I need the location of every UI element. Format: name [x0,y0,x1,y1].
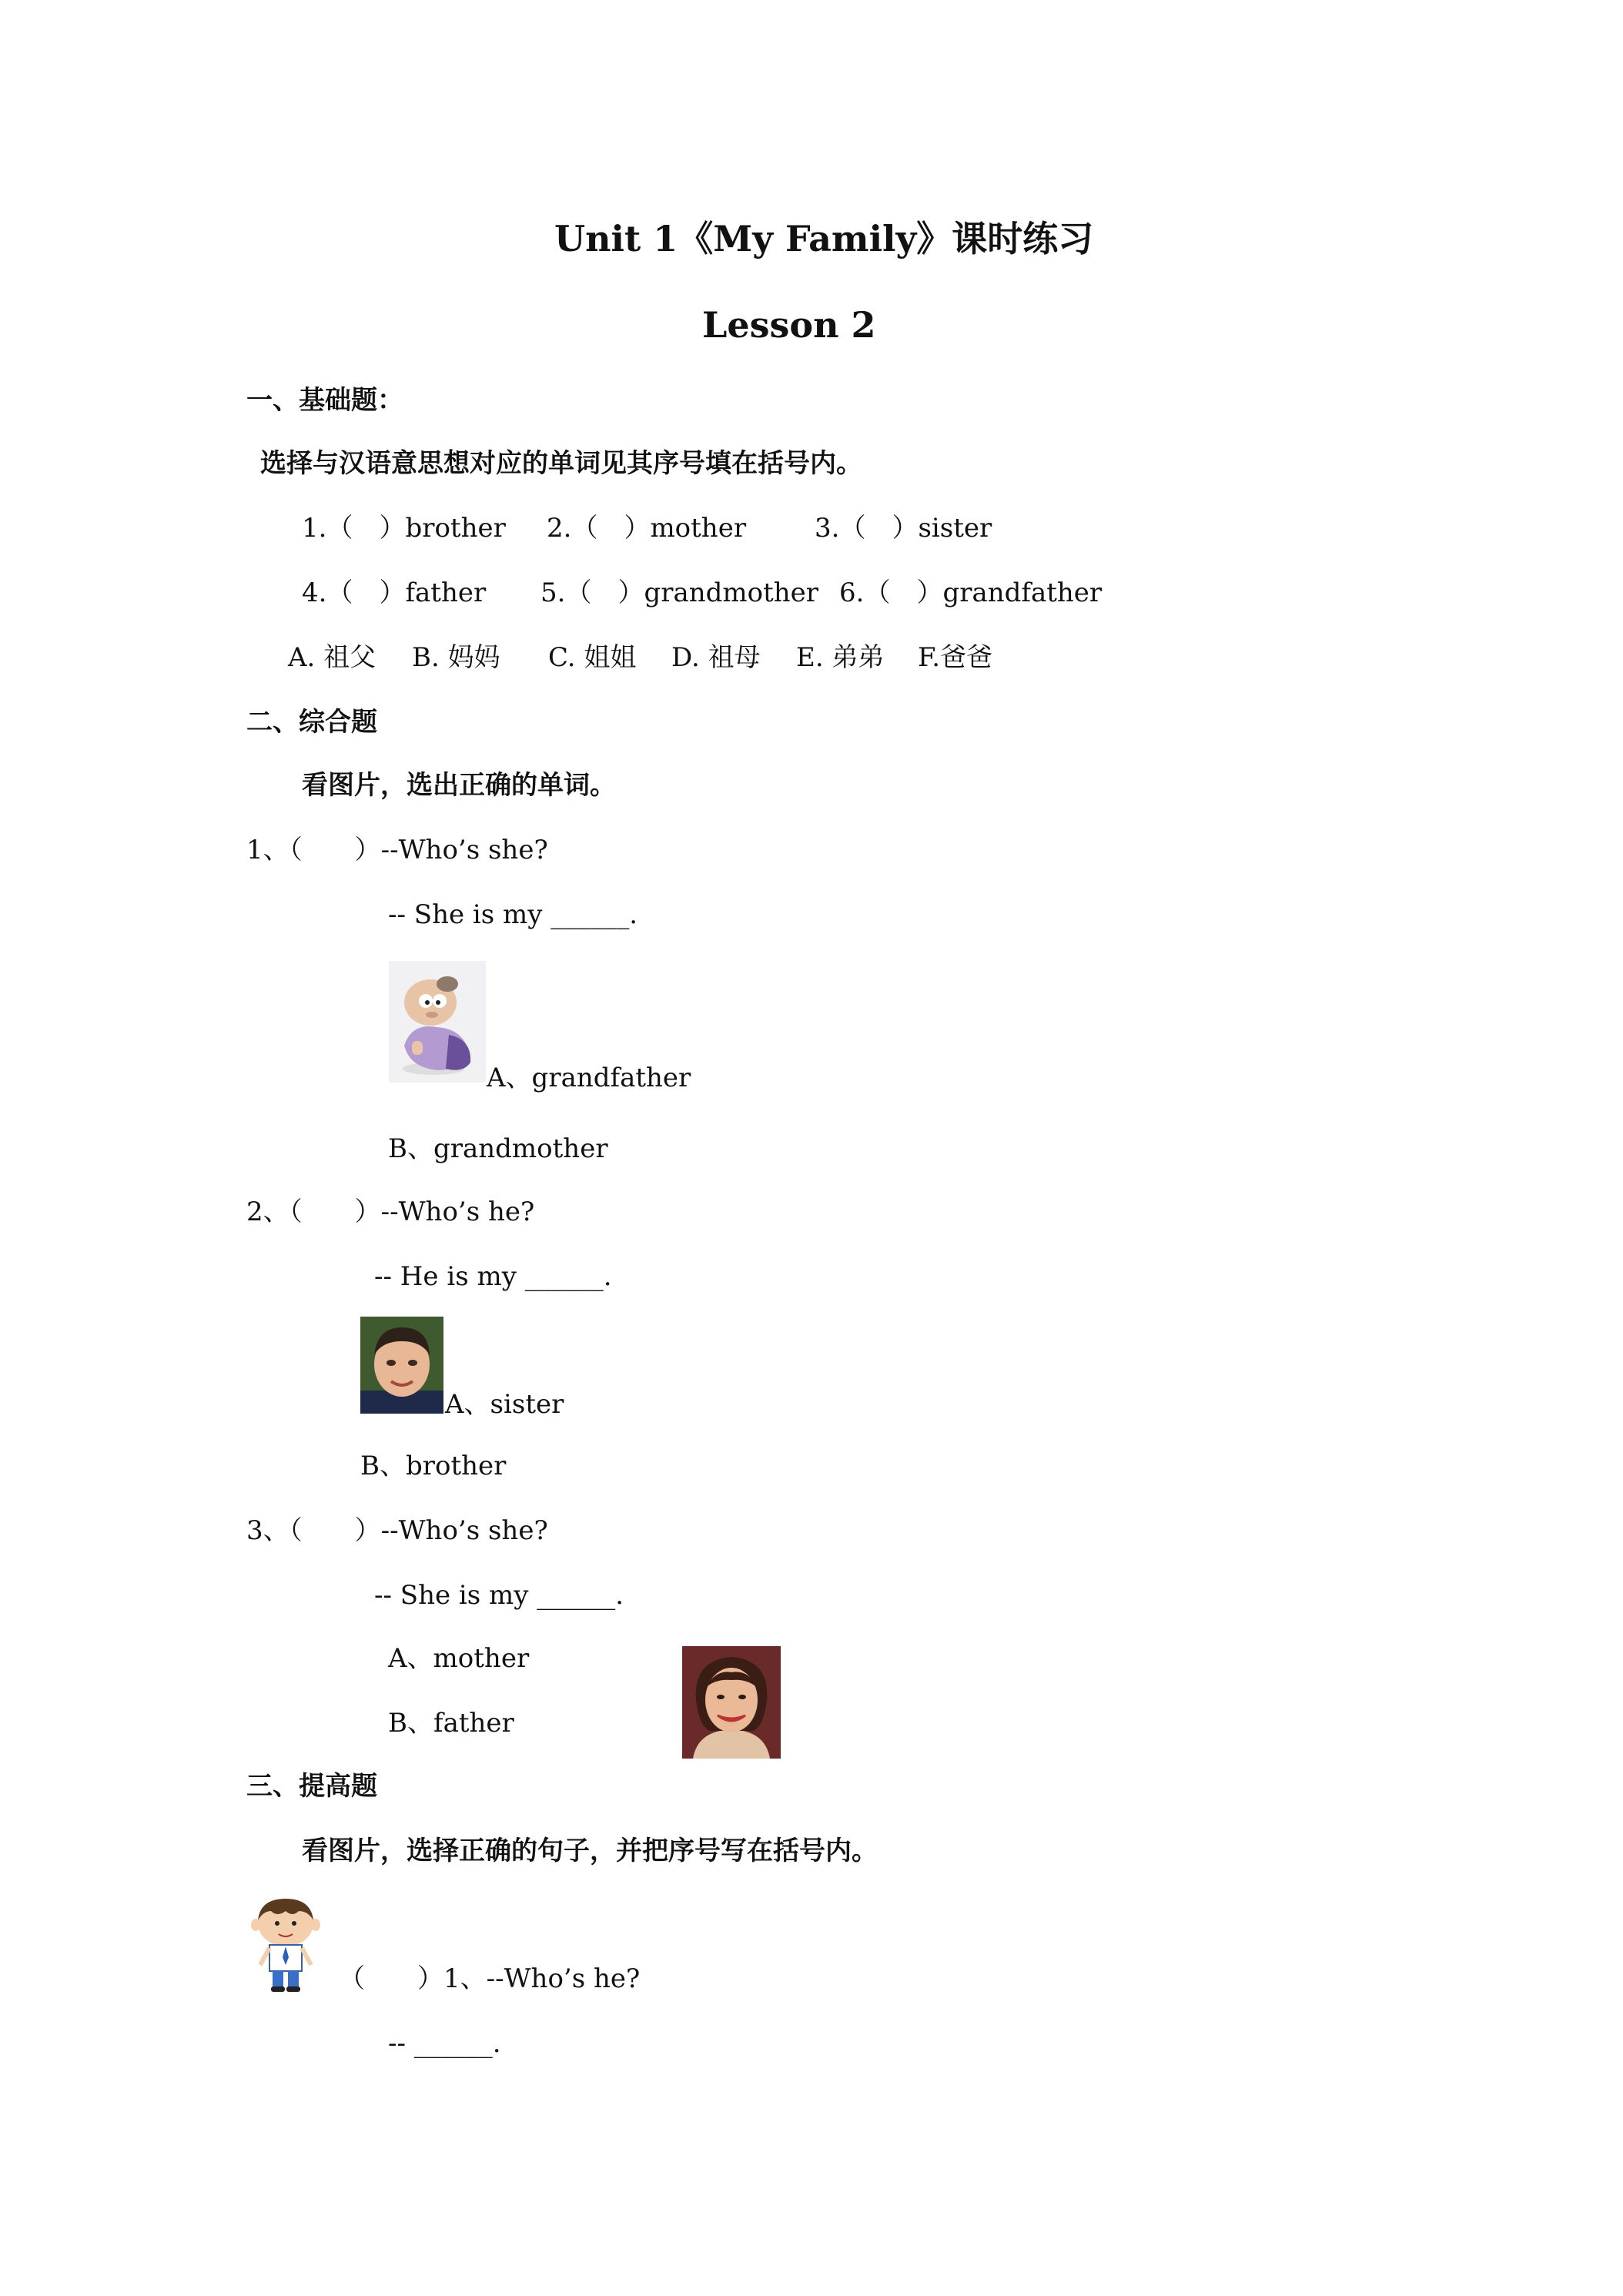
question-answer-line: -- She is my ______. [388,899,638,930]
section2-instruction: 看图片，选出正确的单词。 [302,770,616,801]
section1-heading: 一、基础题： [246,385,403,416]
option-label: C. 姐姐 [548,642,637,673]
mother-photo [682,1646,781,1759]
grandmother-image [389,961,486,1083]
question-prompt: 1、（ ）--Who’s she? [246,835,548,865]
vocab-item: 6.（ ）grandfather [839,577,1103,608]
question-prompt: （ ）1、--Who’s he? [339,1963,641,1994]
page-title: Unit 1《My Family》课时练习 [554,218,1094,259]
vocab-item: 1.（ ）brother [302,513,506,544]
option-a: A、mother [388,1643,530,1674]
question-prompt: 3、（ ）--Who’s she? [246,1515,548,1546]
section1-instruction: 选择与汉语意思想对应的单词见其序号填在括号内。 [260,448,862,479]
option-a: A、sister [445,1389,564,1420]
boy-photo [360,1317,443,1414]
option-label: D. 祖母 [671,642,761,673]
option-label: B. 妈妈 [412,642,500,673]
question-answer-line: -- He is my ______. [374,1261,612,1292]
page-subtitle: Lesson 2 [702,304,876,346]
option-b: B、father [388,1708,514,1739]
vocab-item: 5.（ ）grandmother [540,577,819,608]
vocab-item: 2.（ ）mother [547,513,747,544]
question-answer-line: -- ______. [388,2028,501,2059]
question-prompt: 2、（ ）--Who’s he? [246,1197,535,1227]
section3-heading: 三、提高题 [246,1771,377,1802]
option-label: A. 祖父 [288,642,376,673]
option-b: B、brother [360,1451,507,1481]
vocab-item: 4.（ ）father [302,577,487,608]
question-answer-line: -- She is my ______. [374,1580,624,1611]
option-label: E. 弟弟 [796,642,885,673]
option-a: A、grandfather [487,1063,691,1093]
section2-heading: 二、综合题 [246,707,377,738]
option-label: F.爸爸 [918,642,993,673]
section3-instruction: 看图片，选择正确的句子，并把序号写在括号内。 [302,1836,878,1866]
cartoon-boy-image [243,1894,328,1994]
option-b: B、grandmother [388,1133,608,1164]
vocab-item: 3.（ ）sister [815,513,992,544]
